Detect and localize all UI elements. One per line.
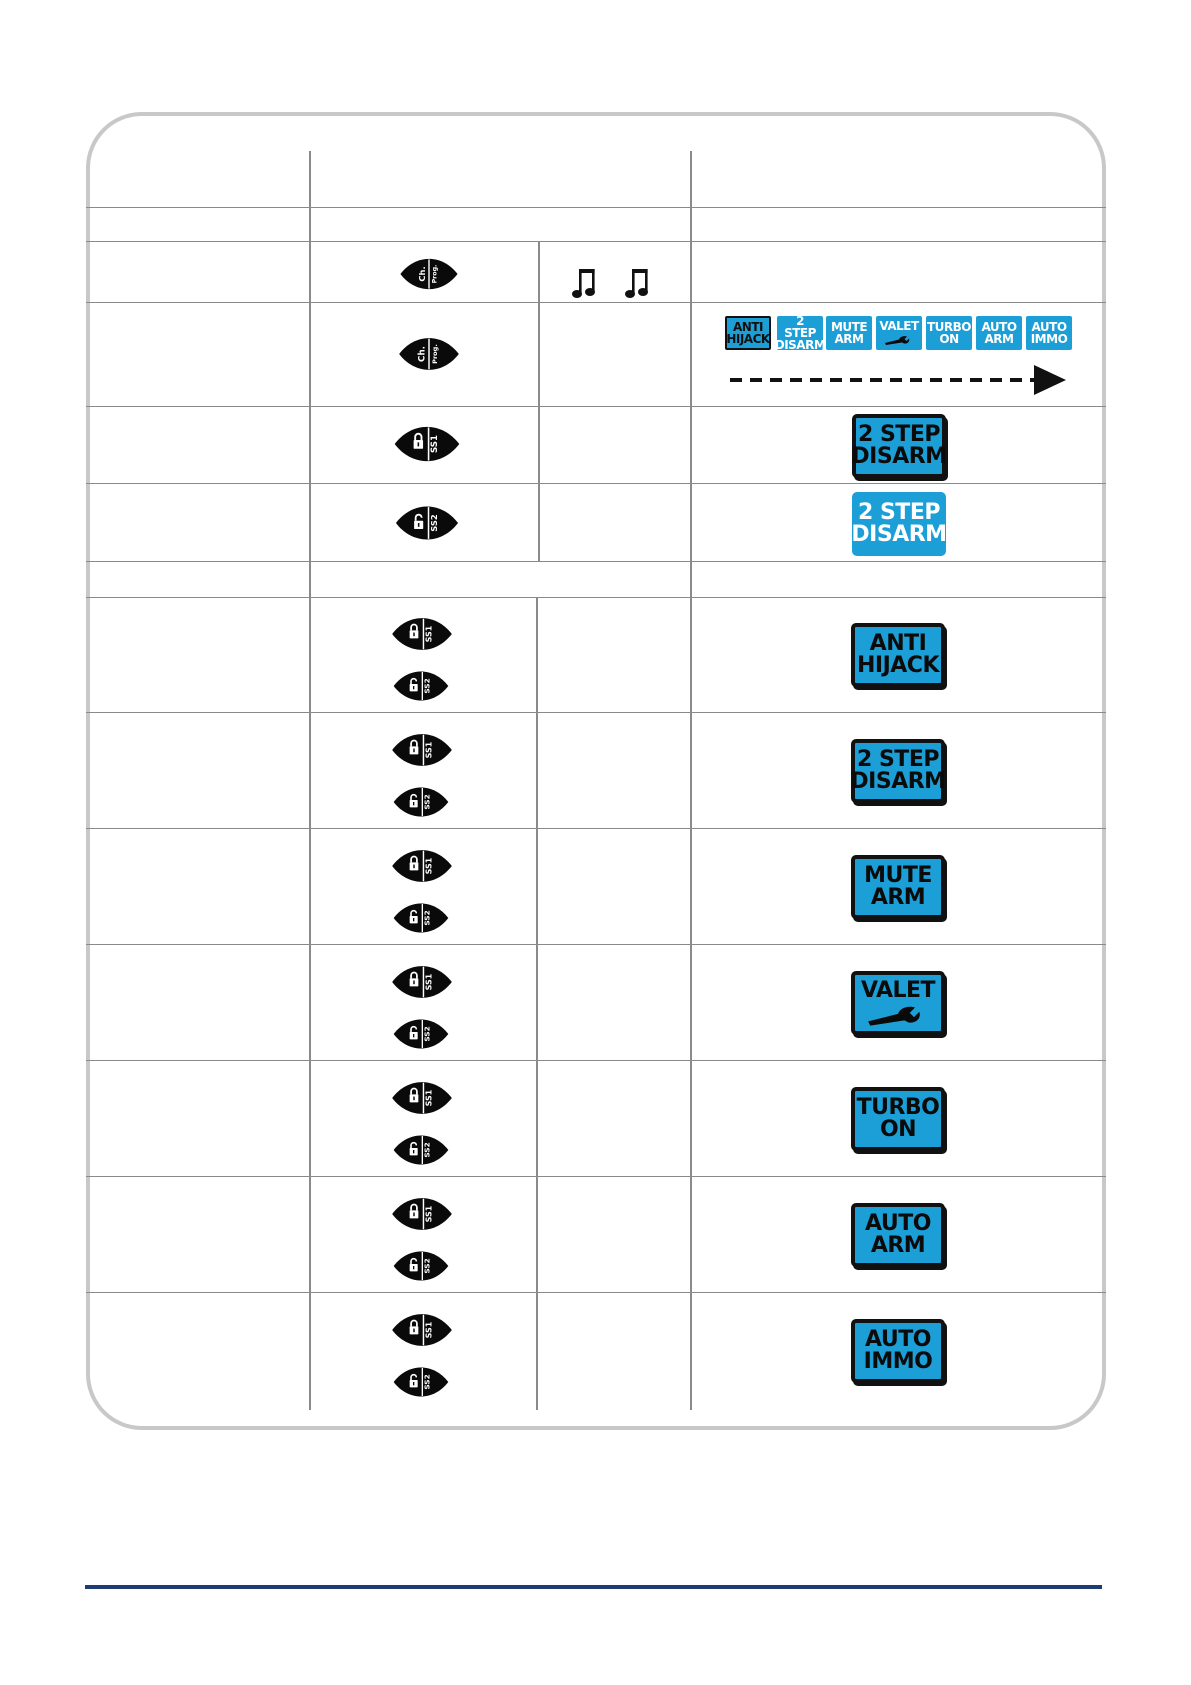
row-divider [86, 406, 1106, 407]
badge-auto-arm: AUTO ARM [851, 1203, 945, 1267]
column-divider [536, 597, 538, 1410]
badge-anti-hijack: ANTI HIJACK [851, 623, 945, 687]
ss2-unlock-button-icon [379, 1244, 463, 1288]
ss1-lock-button-icon [384, 418, 470, 470]
ss1-lock-button-icon [379, 610, 465, 658]
row-divider [86, 597, 1106, 598]
row-divider [86, 302, 1106, 303]
ss1-lock-button-icon [379, 1190, 465, 1238]
ch-prog-button-icon [386, 330, 472, 378]
ss1-lock-button-icon [379, 1074, 465, 1122]
music-note-icon [572, 267, 658, 301]
column-divider [538, 241, 540, 561]
row-divider [86, 712, 1106, 713]
row-divider [86, 241, 1106, 242]
column-divider [690, 151, 692, 1410]
strip-badge-mute-arm: MUTE ARM [826, 316, 872, 350]
wrench-icon [884, 334, 914, 346]
column-divider [309, 151, 311, 1410]
ss1-lock-button-icon [379, 842, 465, 890]
wrench-icon [866, 1004, 930, 1026]
row-divider [86, 561, 1106, 562]
row-divider [86, 1176, 1106, 1177]
row-divider [86, 207, 1106, 208]
table-frame [86, 112, 1106, 1430]
badge-valet: VALET [851, 971, 945, 1035]
strip-badge-auto-arm: AUTO ARM [976, 316, 1022, 350]
ss2-unlock-button-icon [379, 664, 463, 708]
badge-2-step-disarm: 2 STEP DISARM [851, 739, 945, 803]
row-divider [86, 1292, 1106, 1293]
strip-badge-2-step-disarm: 2 STEP DISARM [774, 314, 826, 352]
badge-auto-immo: AUTO IMMO [851, 1319, 945, 1383]
ch-prog-button-icon [386, 251, 472, 297]
dashed-arrow-icon [728, 363, 1068, 397]
ss2-unlock-button-icon [379, 1360, 463, 1404]
badge-2-step-disarm: 2 STEP DISARM [852, 414, 946, 478]
ss2-unlock-button-icon [379, 1012, 463, 1056]
row-divider [86, 483, 1106, 484]
badge-turbo-on: TURBO ON [851, 1087, 945, 1151]
row-divider [86, 944, 1106, 945]
row-divider [86, 828, 1106, 829]
strip-badge-anti-hijack: ANTI HIJACK [725, 316, 771, 350]
ss1-lock-button-icon [379, 726, 465, 774]
strip-badge-valet: VALET [876, 316, 922, 350]
ss2-unlock-button-icon [379, 1128, 463, 1172]
badge-mute-arm: MUTE ARM [851, 855, 945, 919]
ss2-unlock-button-icon [379, 896, 463, 940]
badge-2-step-disarm-flashing: 2 STEP DISARM [852, 492, 946, 556]
ss1-lock-button-icon [379, 958, 465, 1006]
ss2-unlock-button-icon [379, 780, 463, 824]
strip-badge-auto-immo: AUTO IMMO [1026, 316, 1072, 350]
ss1-lock-button-icon [379, 1306, 465, 1354]
footer-rule [85, 1585, 1102, 1589]
row-divider [86, 1060, 1106, 1061]
strip-badge-turbo-on: TURBO ON [926, 316, 972, 350]
ss2-unlock-button-icon [384, 498, 470, 548]
